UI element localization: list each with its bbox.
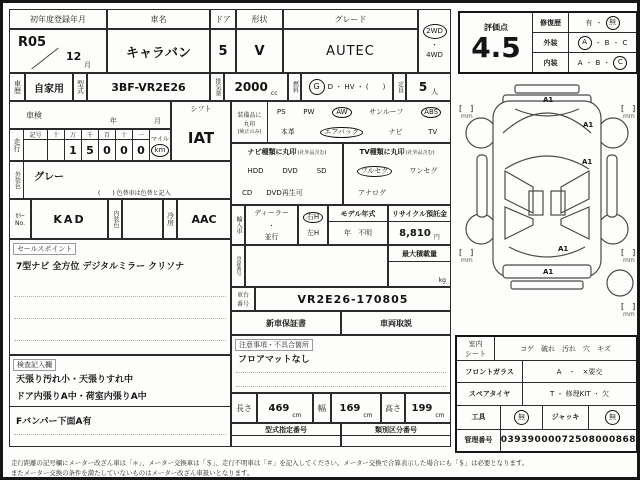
jack-value-cell [589,406,636,429]
navi-dvd-play: DVD再生可 [266,189,303,197]
repair-yes: 有 [585,18,593,27]
ruled-line [14,296,226,297]
tread-mm-fr: mm [623,113,635,120]
car-damage-diagram [453,79,640,331]
car-top-view-drawing [453,79,640,331]
left-handle: 左H [306,229,320,238]
right-handle-circled: 右H [303,212,323,223]
equip-aw-circled: AW [332,107,351,118]
fuel-g-circled: G [309,79,325,95]
disclaimer-line-2: またメーター交換の条件を満たしていないものはメーター改ざん車扱いとなります。 [11,469,254,477]
tread-bracket-rl: [ ] [459,248,474,257]
side-rail-right [607,155,617,217]
mileage-label: 走行 [10,130,24,160]
length-cell [257,393,313,423]
door-value: 5 [210,29,236,73]
repair-no-circled: 無 [606,16,620,30]
ruled-line [236,386,446,387]
tread-mm-spare: mm [623,311,635,318]
jack-none-circled: 無 [605,410,620,425]
manual-cell: 車両取説 [341,311,451,335]
tools-value-cell [501,406,543,429]
tread-mm-rl: mm [461,257,473,264]
divider [10,406,230,407]
registration-month: 12 [66,50,82,63]
model-code-value: 3BF-VR2E26 [87,73,210,101]
condition-box [455,335,638,453]
km-circled: km [151,144,169,157]
tv-oneseg: ワンセグ [409,167,438,175]
import-dealer-cell [245,205,298,245]
disclaimer-line-1: 走行距離の記号欄にメーター改ざん車は「＊」、メーター交換車は「＄」、走行不明車は「＃」を記入してください。メーター交換で合算表示した場合にも「＄」は必要となります。 [11,459,529,467]
ruled-line [14,434,226,435]
equip-sunroof: サンルーフ [369,108,404,116]
navi-type-header: ナビ種類に丸印 (社外品含む) [247,148,327,156]
length-label: 長さ [231,393,257,423]
sales-points-box [9,239,231,355]
displacement-cell [224,73,288,101]
equipment-row-2 [268,122,450,142]
damage-mark-right-side: A1 [582,158,593,166]
width-label: 幅 [313,393,331,423]
car-name-header: 車名 [107,9,210,29]
equipment-items [268,102,450,142]
equip-abs-circled: ABS [421,107,441,118]
displacement-label: 排気量 [210,73,224,101]
model-code-label: 型式 [73,73,87,101]
inspection-year-label: 年 [110,117,117,125]
tools-row [457,406,636,430]
height-label: 高さ [381,393,405,423]
drive-dot: ・ [431,40,438,49]
windshield-row [457,361,636,383]
wheel-rear-right [598,214,628,244]
mileage-col-1k: 千 5 [82,130,99,160]
defect-notes-text: フロアマットなし [238,355,310,365]
chassis-value: VR2E26-170805 [255,287,451,311]
tv-analog: アナログ [358,189,386,197]
tread-bracket-rr: [ ] [621,248,636,257]
navi-cd: CD [242,189,253,197]
designation-no-cell [231,423,341,447]
mileage-col-10k: 万 1 [65,130,82,160]
displacement-value: 2000 [234,80,268,94]
rating-box [458,11,638,74]
equip-navi: ナビ [388,128,403,136]
registration-year: R05 [18,35,47,50]
equip-ps: PS [276,108,286,116]
management-no-row [457,430,636,451]
spare-tire-label: スペアタイヤ [457,383,523,404]
navi-dvd: DVD [282,167,298,175]
mileage-row [9,129,171,161]
windshield-options: A ・ ×要交 [556,367,603,376]
registration-no-label: 登録番号 [231,245,245,287]
drive-2wd-circled: 2WD [423,24,447,39]
score-value: 4.5 [471,31,521,64]
import-label: 輸入車 [231,205,245,245]
score-cell [460,13,533,72]
history-value: 自家用 [25,73,73,101]
interior-grade-label: 内装 [533,53,569,72]
navi-sd: SD [316,167,327,175]
equip-leather: 本革 [280,128,295,136]
mile-label: マイル [151,135,169,143]
windshield-label: フロントガラス [457,361,523,382]
interior-color-label: 内装色 [108,199,122,239]
tread-bracket-spare: [ ] [621,302,636,311]
equipment-box [231,101,451,143]
shape-header: 形状 [236,9,283,29]
ac-value: AAC [177,199,231,239]
rating-rows [533,13,636,72]
ac-label: 冷房 [163,199,177,239]
import-dot: ・ [268,222,275,230]
damage-mark-rear-gate: A1 [558,245,569,253]
recycle-value-row [389,222,450,244]
interior-grade-row [533,53,636,72]
equip-tv: TV [428,128,438,136]
exterior-color-value: グレー [34,172,64,183]
door-header: ドア [210,9,236,29]
rear-lower-bar [511,281,583,289]
repair-history-row [533,13,636,33]
spare-tire-options: T ・ 修理KIT ・ 欠 [549,390,610,398]
tread-mm-fl: mm [461,113,473,120]
exterior-color-cell [9,161,231,199]
mileage-col-100k: 十 [48,130,65,160]
diagonal-slash [31,48,58,70]
recycle-cell [388,205,451,245]
tools-none-circled: 無 [514,410,529,425]
damage-mark-rear-bumper: A1 [543,268,554,276]
color-no-value: KAD [31,199,108,239]
fuel-label: 燃料 [288,73,301,101]
interior-c-circled: C [613,56,627,70]
payload-cell [388,245,451,287]
damage-mark-front-right: A1 [583,121,594,129]
score-label: 評価点 [484,23,508,32]
import-dealer: ディーラー [254,209,289,218]
import-parallel: 並行 [264,232,279,241]
damage-mark-front-bumper: A1 [543,96,554,104]
navi-row-1 [232,160,342,182]
model-year-value: 年 不明 [344,229,372,237]
capacity-value: 5 [418,80,428,94]
seat-row [457,337,636,361]
fuel-options: D ・ HV ・ ( ) [327,83,386,91]
height-value: 199 [411,402,433,414]
chassis-label: 車台 番号 [231,287,255,311]
designation-no-label: 型式指定番号 [232,424,340,436]
ruled-line [14,340,226,341]
mileage-col-100: 百 0 [99,130,116,160]
seat-options: コゲ 破れ 汚れ 穴 キズ [520,344,611,353]
tread-bracket-fl: [ ] [459,104,474,113]
wheel-front-left [466,118,496,148]
capacity-label: 定員 [393,73,406,101]
first-registration-cell [9,29,107,73]
repair-history-label: 修復歴 [533,13,569,32]
classification-no-cell [341,423,451,447]
spare-tire-row [457,383,636,405]
inspector-notes-box [9,355,231,447]
width-unit: cm [363,412,373,419]
tools-label: 工具 [457,406,501,429]
sales-points-text: 7型ナビ 全方位 デジタルミラー クリソナ [16,262,185,272]
payload-unit: kg [438,277,446,284]
length-unit: cm [292,412,302,419]
ruled-line [14,318,226,319]
exterior-grade-label: 外装 [533,33,569,52]
inspection-cell [9,101,171,129]
width-value: 169 [339,402,361,414]
car-name-value: キャラバン [107,29,210,73]
interior-color-value [122,199,163,239]
seat-label: 室内 シート [457,337,495,360]
tv-fullseg-circled: フルセグ [357,166,393,177]
shape-value: V [236,29,283,73]
defect-notes-tag: 注意事項・不具合箇所 [235,339,313,351]
shift-cell [171,101,231,161]
spare-tire [607,270,633,296]
height-cell [405,393,451,423]
inspection-month-label: 月 [154,117,161,125]
payload-unit-wrap [389,262,450,286]
color-change-note: ( ) 色替車は色替と記入 [98,190,171,197]
model-year-label: モデル年式 [329,206,387,222]
front-top-bar [515,85,579,93]
history-label: 車歴 [9,73,25,101]
mileage-unit-cell [150,130,170,160]
color-no-label: ｶﾗｰ No. [9,199,31,239]
drive-4wd: 4WD [426,50,443,59]
equipment-row-1 [268,102,450,122]
recycle-label: リサイクル預託金 [389,206,450,222]
inspector-notes-tag: 検査記入欄 [13,359,56,371]
tv-type-box [343,143,451,205]
drive-type-cell [418,9,451,73]
length-value: 469 [268,402,290,414]
shift-label: シフト [190,105,212,113]
displacement-unit: cc [270,90,278,97]
management-no-value: 03939000072508000868 [500,435,636,446]
exterior-a-circled: A [578,36,592,50]
mileage-col-sign: 記号 [24,130,48,160]
tv-type-header: TV種類に丸印 (社外品含む) [359,148,435,156]
disclaimer [11,458,639,478]
navi-row-2 [232,182,342,204]
fuel-cell [301,73,393,101]
first-registration-header: 初年度登録年月 [9,9,107,29]
grade-header: グレード [283,9,418,29]
management-no-label: 管理番号 [457,430,501,451]
grade-value: AUTEC [283,29,418,73]
tv-row-2 [344,182,450,204]
classification-no-label: 類別区分番号 [342,424,450,436]
registration-no-value [245,245,388,287]
sales-points-tag: セールスポイント [13,243,76,255]
defect-notes-box [231,335,451,393]
navi-hdd: HDD [247,167,264,175]
inspector-line-2: ドア内張りA中・荷室内張りA中 [16,392,147,402]
warranty-cell: 新車保証書 [231,311,341,335]
exterior-grade-options: A ・ B ・ C [569,33,636,52]
wheel-front-right [598,118,628,148]
height-unit: cm [435,412,445,419]
exterior-color-label: 外装色 [10,162,24,198]
interior-grade-options: A ・ B ・ C [569,53,636,72]
inspector-line-3: Fバンパー下面A有 [16,417,92,427]
shift-value: IAT [187,129,215,147]
tread-mm-rr: mm [623,257,635,264]
equip-pw: PW [303,108,315,116]
side-rail-left [477,155,487,217]
recycle-unit: 円 [433,234,440,241]
jack-label: ジャッキ [543,406,589,429]
width-cell [331,393,381,423]
repair-history-options: 有 ・ 無 [569,13,636,32]
tv-row-1 [344,160,450,182]
ruled-line [236,372,446,373]
tread-bracket-fr: [ ] [621,104,636,113]
inspection-label: 車検 [26,111,42,120]
mileage-col-1: 一 0 [133,130,150,160]
recycle-value: 8,810 [399,227,431,239]
month-suffix: 月 [84,61,91,69]
capacity-cell [406,73,451,101]
equip-airbag-circled: エアバック [320,127,362,138]
model-year-cell [328,205,388,245]
payload-label: 最大積載量 [389,246,450,262]
mileage-col-10: 十 0 [116,130,133,160]
equipment-label: 装備品に 丸印 (純正のみ) [232,102,268,142]
navi-type-box [231,143,343,205]
inspector-line-1: 天張り汚れ小・天張りすれ中 [16,375,134,385]
exterior-grade-row [533,33,636,53]
capacity-unit: 人 [431,88,439,96]
handle-cell [298,205,328,245]
wheel-rear-left [466,214,496,244]
